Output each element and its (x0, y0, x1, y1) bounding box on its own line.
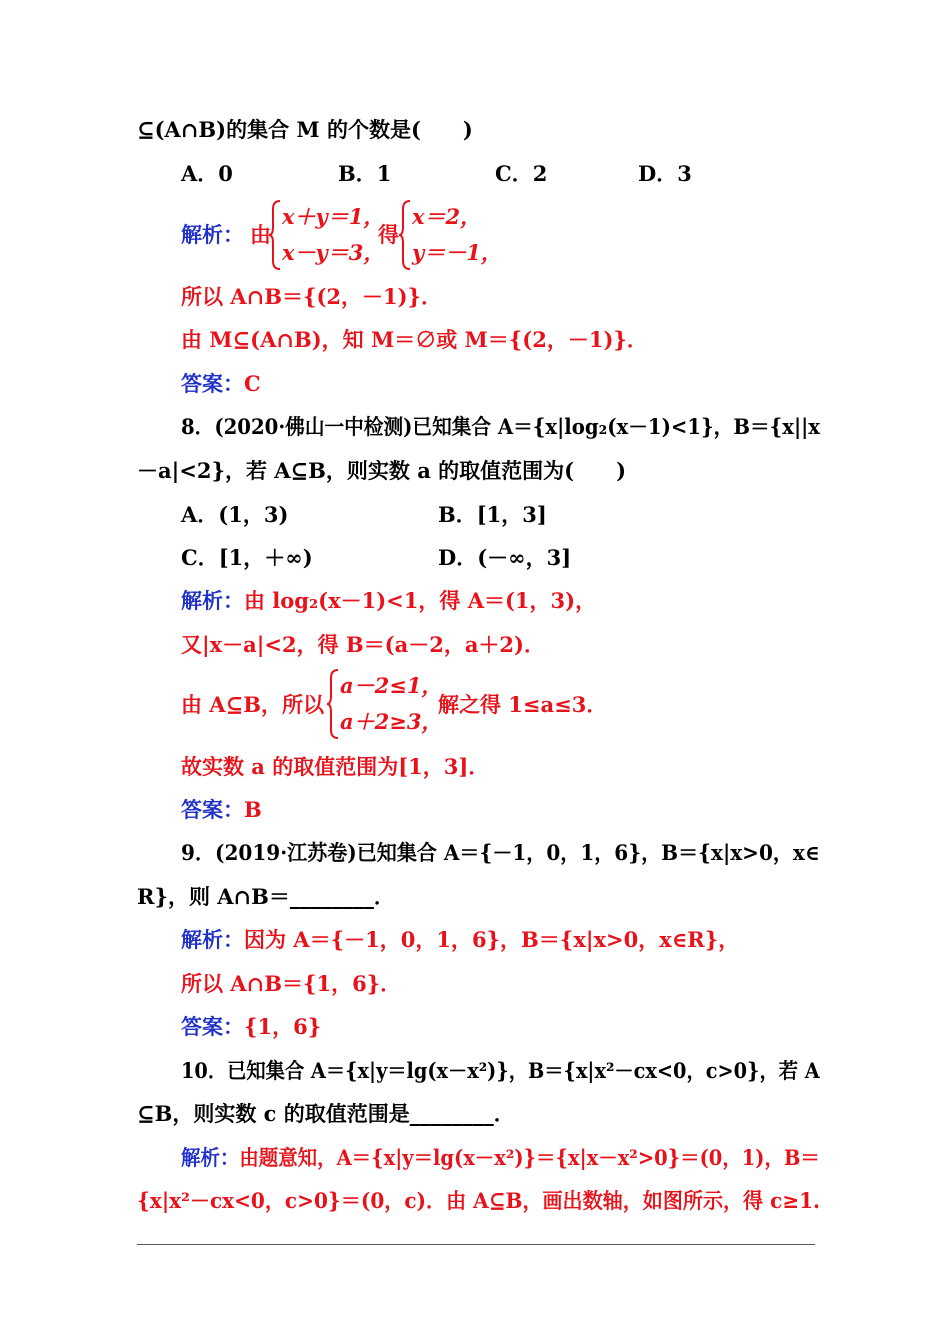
q10-analysis-label: 解析： (181, 1145, 240, 1170)
q9-answer-label: 答案： (181, 1014, 244, 1039)
q7-option-d: D．3 (638, 161, 692, 186)
q7-system-1-row-1: x＋y＝1， (282, 204, 385, 229)
q8-system-row-1: a－2≤1， (340, 673, 443, 698)
q8-option-b: B．[1，3] (438, 502, 547, 527)
q8-analysis-line-3-pre: 由 A⊆B，所以 (181, 692, 324, 717)
q9-answer (181, 1012, 321, 1042)
q10-analysis-line-2: {x|x²－cx<0，c>0}＝(0，c)．由 A⊆B，画出数轴，如图所示，得 c≥1. (137, 1188, 821, 1213)
q7-analysis-mid: 得 (378, 222, 399, 247)
q7-answer-value: C (244, 371, 261, 396)
q9-analysis-label: 解析： (181, 927, 244, 952)
q7-analysis-pre: 由 (250, 222, 271, 247)
q10-analysis-text-1: 由题意知，A＝{x|y＝lg(x－x²)}＝{x|x－x²>0}＝(0，1)，B＝ (239, 1145, 820, 1170)
q7-option-b: B．1 (338, 161, 392, 186)
q7-stem-tail: ⊆(A∩B)的集合 M 的个数是( ) (137, 117, 473, 142)
q8-analysis-label: 解析： (181, 588, 244, 613)
q7-system-2 (398, 199, 508, 271)
q8-stem-line-1: 8．(2020·佛山一中检测)已知集合 A＝{x|log₂(x－1)<1}，B＝{x||x (181, 414, 820, 439)
q7-system-1 (268, 199, 385, 271)
q7-option-c: C．2 (495, 161, 548, 186)
q7-analysis-label: 解析： (181, 222, 244, 247)
q8-analysis-line-4: 故实数 a 的取值范围为[1，3]． (181, 754, 490, 779)
q9-analysis-text-1: 因为 A＝{－1，0，1，6}，B＝{x|x>0，x∈R}， (244, 927, 740, 952)
q7-system-1-row-2: x－y＝3， (282, 240, 385, 265)
q8-system-row-2: a＋2≥3， (340, 709, 443, 734)
q8-option-d: D．(－∞，3] (438, 545, 572, 570)
q7-answer (181, 369, 261, 399)
q8-analysis-text-1: 由 log₂(x－1)<1，得 A＝(1，3)， (244, 588, 597, 613)
q8-system (326, 668, 443, 740)
q8-analysis-line-1 (181, 586, 596, 616)
q9-analysis-line-2: 所以 A∩B＝{1，6}． (181, 971, 402, 996)
q9-answer-value: {1，6} (244, 1014, 322, 1039)
q7-brace-1 (268, 199, 282, 271)
q10-analysis-line-1 (181, 1143, 820, 1173)
q9-stem-line-1: 9．(2019·江苏卷)已知集合 A＝{－1，0，1，6}，B＝{x|x>0，x∈ (181, 840, 820, 865)
q9-stem-line-2: R}，则 A∩B＝________． (137, 884, 395, 909)
q8-answer-value: B (244, 797, 262, 822)
q7-brace-2 (398, 199, 412, 271)
q10-stem-line-1: 10．已知集合 A＝{x|y＝lg(x－x²)}，B＝{x|x²－cx<0，c>0}，若 A (181, 1058, 820, 1083)
page-bottom-rule (137, 1244, 815, 1245)
q8-brace (326, 668, 340, 740)
q8-analysis-line-2: 又|x－a|<2，得 B＝(a－2，a＋2)． (181, 632, 545, 657)
q7-analysis-line-2: 所以 A∩B＝{(2，－1)}． (181, 284, 443, 309)
q8-answer (181, 795, 262, 825)
q8-stem-line-2: －a|<2}，若 A⊆B，则实数 a 的取值范围为( ) (137, 458, 627, 483)
q8-option-c: C．[1，＋∞) (181, 545, 313, 570)
q8-answer-label: 答案： (181, 797, 244, 822)
q7-option-a: A．0 (181, 161, 233, 186)
q7-system-2-row-2: y＝－1， (412, 240, 502, 265)
q10-stem-line-2: ⊆B，则实数 c 的取值范围是________． (137, 1101, 515, 1126)
q9-analysis-line-1 (181, 925, 739, 955)
q7-system-2-row-1: x＝2， (412, 204, 482, 229)
q7-answer-label: 答案： (181, 371, 244, 396)
q7-analysis-line-3: 由 M⊆(A∩B)，知 M＝∅或 M＝{(2，－1)}． (181, 327, 648, 352)
q8-analysis-line-3-post: 解之得 1≤a≤3． (438, 692, 608, 717)
q8-option-a: A．(1，3) (181, 502, 289, 527)
